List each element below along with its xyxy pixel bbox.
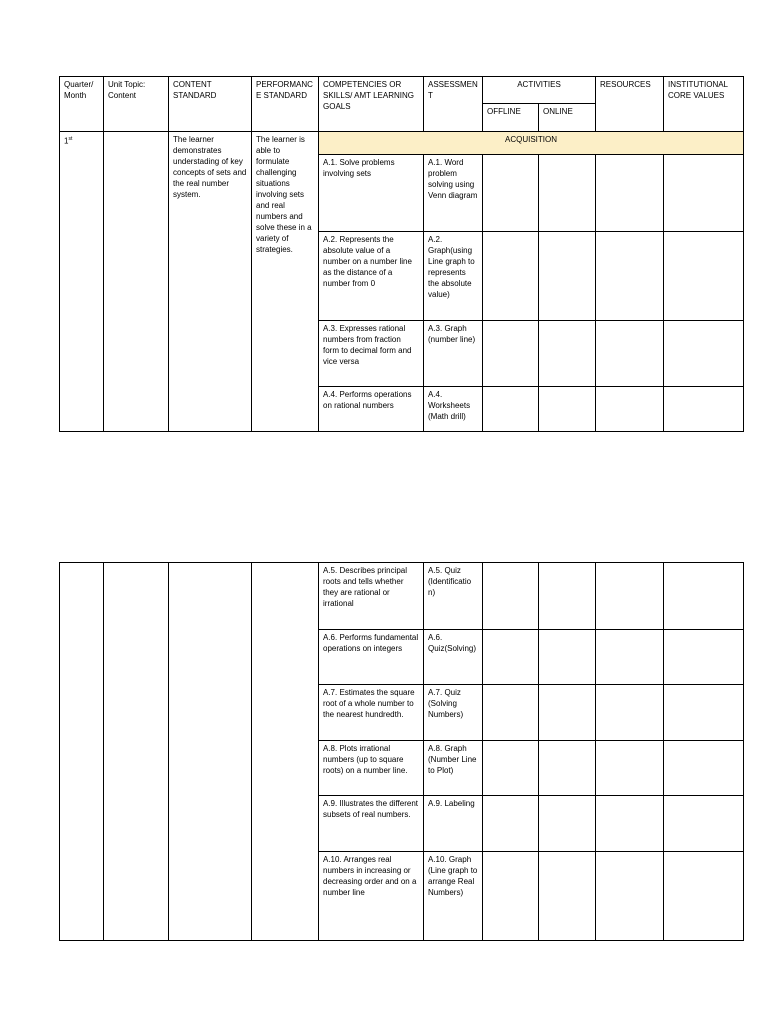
quarter-number: 1 [64,136,69,146]
assessment-cell: A.5. Quiz (Identificatio n) [424,563,483,630]
header-resources: RESOURCES [596,77,664,132]
header-content-standard: CONTENT STANDARD [169,77,252,132]
header-core-values: INSTITUTIONAL CORE VALUES [664,77,744,132]
unit-topic-cell [104,132,169,432]
competency-cell: A.4. Performs operations on rational numbers [319,387,424,432]
competency-cell: A.3. Expresses rational numbers from fraction form to decimal form and vice versa [319,321,424,387]
assessment-cell: A.3. Graph (number line) [424,321,483,387]
content-standard-text: The learner demonstrates understading of key concepts of sets and the real number system. [169,132,252,432]
competency-cell: A.10. Arranges real numbers in increasing or decreasing order and on a number line [319,852,424,941]
assessment-cell: A.7. Quiz (Solving Numbers) [424,685,483,741]
header-competencies: COMPETENCIES OR SKILLS/ AMT LEARNING GOALS [319,77,424,132]
header-assessment: ASSESSMENT [424,77,483,132]
quarter-ordinal: st [68,136,73,142]
competency-cell: A.8. Plots irrational numbers (up to square roots) on a number line. [319,741,424,796]
assessment-cell: A.4. Worksheets (Math drill) [424,387,483,432]
competency-cell: A.1. Solve problems involving sets [319,155,424,232]
competency-cell: A.5. Describes principal roots and tells whether they are rational or irrational [319,563,424,630]
competency-cell: A.6. Performs fundamental operations on integers [319,630,424,685]
competency-cell: A.2. Represents the absolute value of a number on a number line as the distance of a number from 0 [319,232,424,321]
assessment-cell: A.9. Labeling [424,796,483,852]
header-online: ONLINE [539,104,596,132]
header-activities: ACTIVITIES [483,77,596,104]
header-performance-standard: PERFORMANC E STANDARD [252,77,319,132]
assessment-cell: A.2. Graph(using Line graph to represents the absolute value) [424,232,483,321]
quarter-cell [60,132,104,432]
header-offline: OFFLINE [483,104,539,132]
assessment-cell: A.8. Graph (Number Line to Plot) [424,741,483,796]
competency-cell: A.7. Estimates the square root of a whole number to the nearest hundredth. [319,685,424,741]
assessment-cell: A.6. Quiz(Solving) [424,630,483,685]
header-quarter: Quarter/ Month [60,77,104,132]
performance-standard-text: The learner is able to formulate challenging situations involving sets and real numbers and solve these in a variety of strategies. [252,132,319,432]
curriculum-table-page2 [59,562,744,941]
header-unit-topic: Unit Topic: Content [104,77,169,132]
table-row [60,563,744,630]
assessment-cell: A.1. Word problem solving using Venn diagram [424,155,483,232]
curriculum-table-page1 [59,76,744,432]
acquisition-banner: ACQUISITION [319,132,744,155]
assessment-cell: A.10. Graph (Line graph to arrange Real Numbers) [424,852,483,941]
competency-cell: A.9. Illustrates the different subsets of real numbers. [319,796,424,852]
